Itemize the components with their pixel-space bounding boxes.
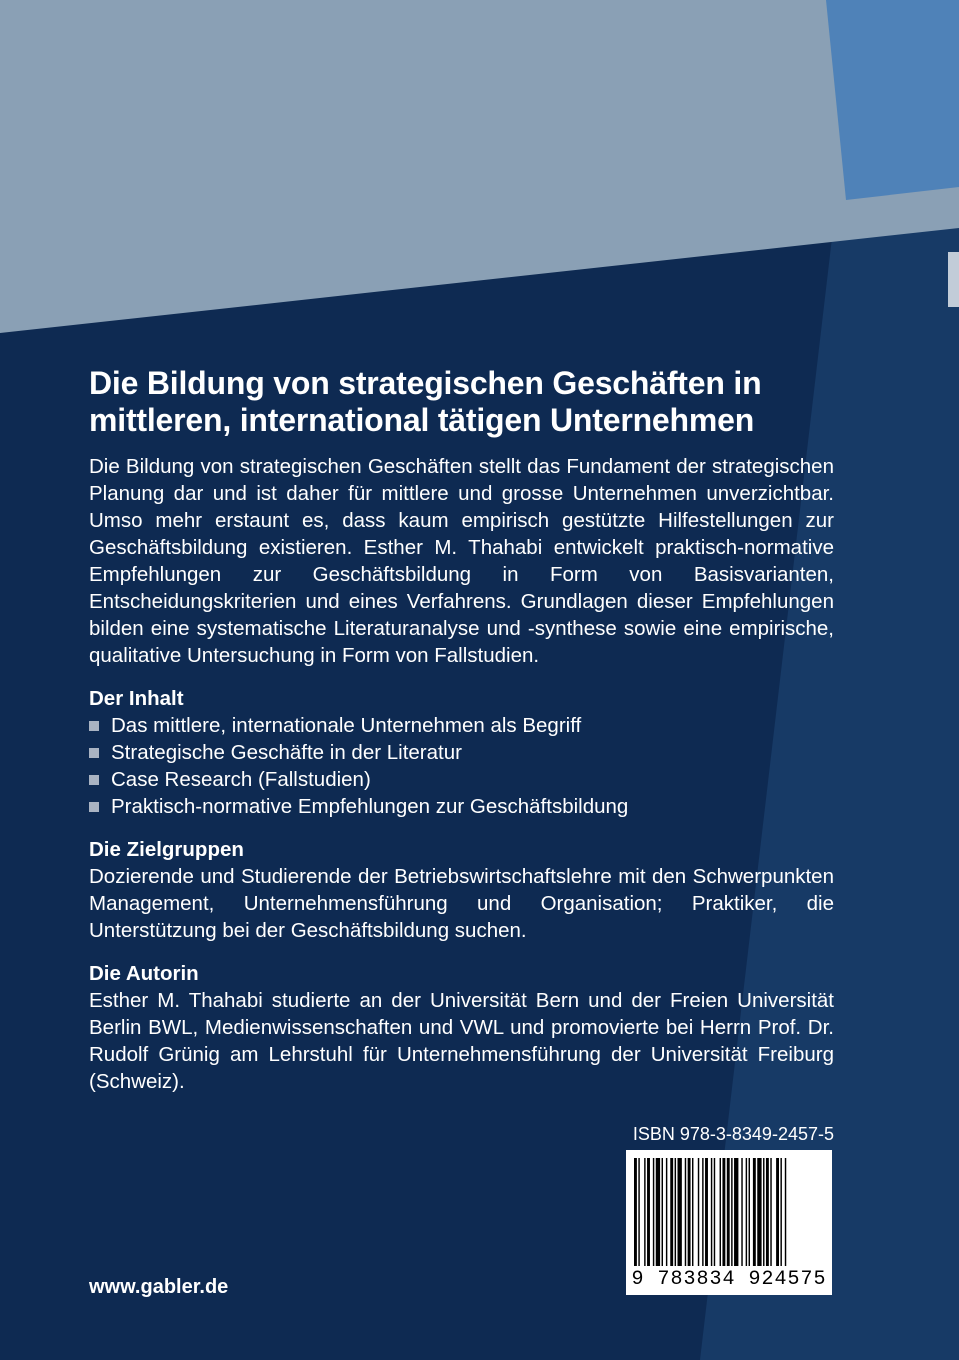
- inhalt-item-text: Strategische Geschäfte in der Literatur: [111, 741, 462, 764]
- barcode-bar: [678, 1158, 682, 1266]
- inhalt-list: [89, 712, 834, 820]
- inhalt-item-text: Case Research (Fallstudien): [111, 768, 371, 791]
- barcode-bar: [727, 1158, 730, 1266]
- barcode-bar: [644, 1158, 645, 1266]
- book-title-line-1: Die Bildung von strategischen Geschäften in: [89, 365, 762, 401]
- intro-paragraph: Die Bildung von strategischen Geschäften stellt das Fundament der strategischen Planung dar und ist daher für mittlere und grosse Unternehmen unverzichtbar. Umso mehr erstaunt es, dass kaum empirisch gestützte Hilfestellungen zur Geschäftsbildung existieren. Esther M. Thahabi entwickelt praktisch-normative Empfehlungen zur Geschäftsbildung in Form von Basisvarianten, Entscheidungskriterien und eines Verfahrens. Grundlagen dieser Empfehlungen bilden eine systematische Literaturanalyse und -synthese sowie eine empirische, qualitative Untersuchung in Form von Fallstudien.: [89, 455, 834, 667]
- zielgruppen-text: Dozierende und Studierende der Betriebswirtschaftslehre mit den Schwerpunkten Management, Unternehmensführung und Organisation; Praktiker, die Unterstützung bei der Geschäftsbildung suchen.: [89, 865, 834, 942]
- barcode-bar: [675, 1158, 676, 1266]
- barcode-bar: [741, 1158, 742, 1266]
- barcode-bar: [656, 1158, 660, 1266]
- barcode-bar: [780, 1158, 781, 1266]
- barcode-bar: [746, 1158, 747, 1266]
- barcode-bar: [722, 1158, 725, 1266]
- inhalt-heading: Der Inhalt: [89, 687, 184, 710]
- edge-tab-marker: [948, 252, 959, 307]
- background-accent-panel: [826, 0, 959, 200]
- barcode-bar: [785, 1158, 786, 1266]
- book-title-line-2: mittleren, international tätigen Unternehmen: [89, 402, 755, 438]
- barcode-bar: [662, 1158, 663, 1266]
- barcode-bar: [705, 1158, 708, 1266]
- square-bullet-icon: [89, 721, 99, 731]
- barcode-bar: [776, 1158, 779, 1266]
- isbn-number: ISBN 978-3-8349-2457-5: [632, 1124, 834, 1144]
- barcode-bar: [647, 1158, 650, 1266]
- barcode-bar: [670, 1158, 673, 1266]
- barcode-bar: [763, 1158, 764, 1266]
- inhalt-item-text: Praktisch-normative Empfehlungen zur Geschäftsbildung: [111, 795, 629, 818]
- back-cover-text: [89, 365, 834, 1095]
- inhalt-list-item: [89, 712, 834, 739]
- autorin-heading: Die Autorin: [89, 962, 199, 985]
- barcode-bar: [698, 1158, 699, 1266]
- barcode-bar: [734, 1158, 738, 1266]
- barcode-bar: [685, 1158, 686, 1266]
- barcode-bar: [711, 1158, 712, 1266]
- barcode-bar: [753, 1158, 756, 1266]
- barcode-bar: [720, 1158, 721, 1266]
- zielgruppen-heading: Die Zielgruppen: [89, 838, 244, 861]
- barcode-bar: [766, 1158, 769, 1266]
- book-title: [89, 365, 834, 439]
- barcode-bar: [770, 1158, 771, 1266]
- barcode-bar: [688, 1158, 691, 1266]
- barcode-bar: [638, 1158, 639, 1266]
- barcode-bar: [749, 1158, 750, 1266]
- barcode-bar: [731, 1158, 732, 1266]
- publisher-url: www.gabler.de: [89, 1276, 229, 1298]
- square-bullet-icon: [89, 802, 99, 812]
- barcode-bar: [702, 1158, 703, 1266]
- barcode-bar: [666, 1158, 667, 1266]
- square-bullet-icon: [89, 748, 99, 758]
- autorin-text: Esther M. Thahabi studierte an der Universität Bern und der Freien Universität Berlin BWL, Medienwissenschaften und VWL und promovierte bei Herrn Prof. Dr. Rudolf Grünig am Lehrstuhl für Unternehmensführung der Universität Freiburg (Schweiz).: [89, 989, 834, 1093]
- inhalt-item-text: Das mittlere, internationale Unternehmen als Begriff: [111, 714, 582, 737]
- barcode-digits: 9 783834 924575: [631, 1268, 827, 1291]
- barcode: [626, 1150, 832, 1295]
- inhalt-list-item: [89, 793, 834, 820]
- barcode-bar: [757, 1158, 761, 1266]
- square-bullet-icon: [89, 775, 99, 785]
- barcode-bar: [714, 1158, 715, 1266]
- inhalt-list-item: [89, 766, 834, 793]
- barcode-bar: [653, 1158, 654, 1266]
- inhalt-list-item: [89, 739, 834, 766]
- barcode-bar: [634, 1158, 637, 1266]
- barcode-bar: [692, 1158, 693, 1266]
